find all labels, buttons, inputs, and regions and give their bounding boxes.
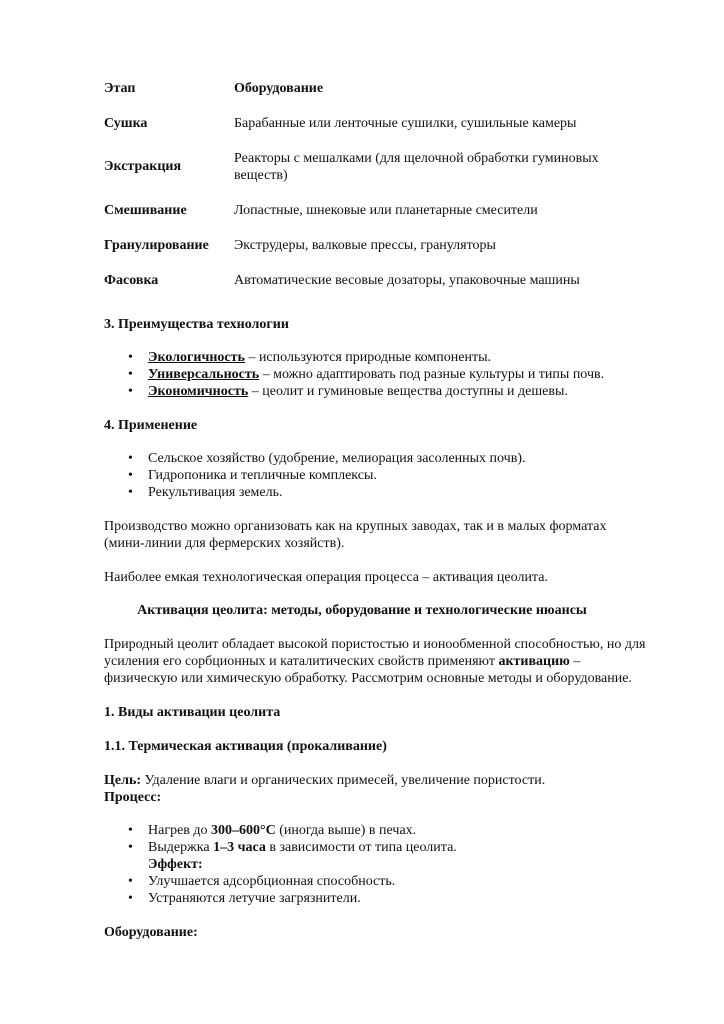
table-row-equipment: Реакторы с мешалками (для щелочной обработки гуминовых [234, 151, 599, 166]
table-row-stage: Экстракция [104, 159, 182, 174]
list-item [128, 349, 491, 366]
list-item-text: – цеолит и гуминовые вещества доступны и дешевы. [248, 384, 568, 399]
intro-text: усиления его сорбционных и каталитических свойств применяют [104, 654, 499, 669]
table-row-equipment: Барабанные или ленточные сушилки, сушильные камеры [234, 116, 577, 131]
section-heading: 3. Преимущества технологии [104, 317, 289, 332]
table-row-equipment: Экструдеры, валковые прессы, грануляторы [234, 238, 496, 253]
paragraph-line: Природный цеолит обладает высокой пористостью и ионообменной способностью, но для [104, 637, 646, 652]
list-item-text: (иногда выше) в печах. [275, 823, 417, 838]
table-row-equipment-cont: веществ) [234, 168, 288, 183]
table-row-equipment: Лопастные, шнековые или планетарные смесители [234, 203, 538, 218]
list-item [128, 822, 417, 839]
goal-text: Удаление влаги и органических примесей, увеличение пористости. [141, 773, 546, 788]
bullet-icon: • [128, 384, 133, 399]
bullet-icon: • [128, 891, 133, 906]
table-row-equipment: Автоматические весовые дозаторы, упаковочные машины [234, 273, 580, 288]
list-item-text: Гидропоника и тепличные комплексы. [148, 468, 377, 483]
subsection-heading: 1.1. Термическая активация (прокаливание) [104, 739, 387, 754]
list-item-text: Устраняются летучие загрязнители. [148, 891, 361, 906]
bullet-icon: • [128, 874, 133, 889]
table-header-equipment: Оборудование [234, 81, 324, 96]
table-header-stage: Этап [104, 81, 136, 96]
bullet-icon: • [128, 823, 133, 838]
bullet-icon: • [128, 840, 133, 855]
list-item-term: Универсальность [148, 367, 260, 382]
paragraph-line: Производство можно организовать как на крупных заводах, так и в малых форматах [104, 519, 607, 534]
paragraph-line: физическую или химическую обработку. Рассмотрим основные методы и оборудование. [104, 671, 632, 686]
equipment-label: Оборудование: [104, 925, 198, 940]
list-item-term: Экологичность [148, 350, 245, 365]
list-item-text: Выдержка [148, 840, 214, 855]
bullet-icon: • [128, 451, 133, 466]
list-item-text: Улучшается адсорбционная способность. [148, 874, 396, 889]
list-item [128, 467, 377, 484]
list-item-text: Рекультивация земель. [148, 485, 283, 500]
list-item-text: Сельское хозяйство (удобрение, мелиорация засоленных почв). [148, 451, 526, 466]
table-row-stage: Сушка [104, 116, 148, 131]
list-item-text: Нагрев до [148, 823, 212, 838]
effect-label: Эффект: [148, 857, 203, 872]
process-label: Процесс: [104, 790, 162, 805]
paragraph-line [104, 653, 580, 670]
list-item-text: – можно адаптировать под разные культуры и типы почв. [259, 367, 605, 382]
goal-line [104, 772, 545, 789]
list-item [128, 890, 361, 907]
list-item [128, 839, 457, 856]
bullet-icon: • [128, 468, 133, 483]
intro-text: – [569, 654, 581, 669]
table-row-stage: Гранулирование [104, 238, 209, 253]
bullet-icon: • [128, 350, 133, 365]
table-row-stage: Фасовка [104, 273, 159, 288]
list-item [128, 383, 568, 400]
list-item [128, 484, 283, 501]
paragraph-line: (мини-линии для фермерских хозяйств). [104, 536, 345, 551]
list-item-term: Экономичность [148, 384, 249, 399]
list-item-text: в зависимости от типа цеолита. [265, 840, 457, 855]
list-item-text: – используются природные компоненты. [244, 350, 491, 365]
intro-bold-term: активацию [498, 654, 570, 669]
bullet-icon: • [128, 367, 133, 382]
document-title: Активация цеолита: методы, оборудование и технологические нюансы [137, 603, 587, 618]
list-item [128, 450, 526, 467]
paragraph: Наиболее емкая технологическая операция процесса – активация цеолита. [104, 570, 548, 585]
list-item [128, 873, 396, 890]
list-item-bold: 1–3 часа [213, 840, 266, 855]
section-heading: 4. Применение [104, 418, 198, 433]
list-item-bold: 300–600°C [211, 823, 276, 838]
bullet-icon: • [128, 485, 133, 500]
table-row-stage: Смешивание [104, 203, 187, 218]
section-heading: 1. Виды активации цеолита [104, 705, 281, 720]
list-item [128, 366, 605, 383]
goal-label: Цель: [104, 773, 142, 788]
